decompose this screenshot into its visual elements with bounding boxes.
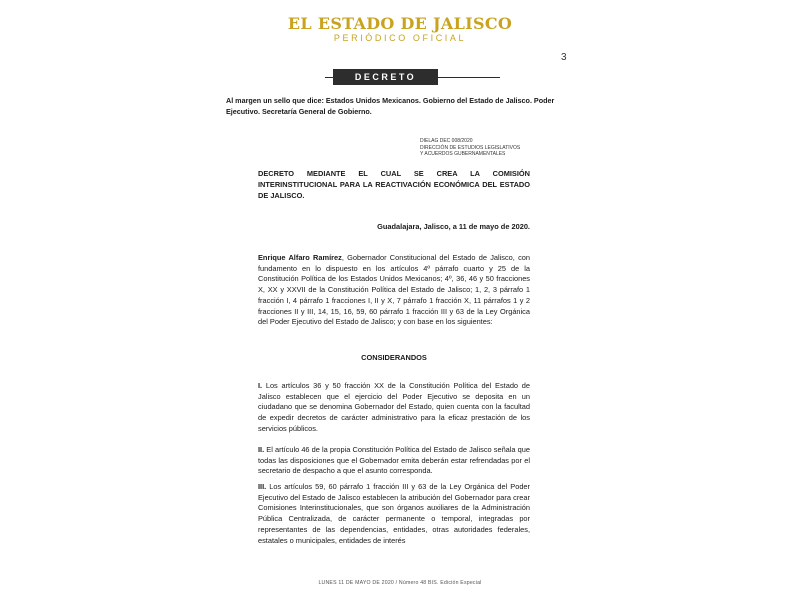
considerando-paragraph xyxy=(258,381,530,435)
newspaper-masthead-subtitle: PERIÓDICO OFICIAL xyxy=(333,33,467,43)
considerando-paragraph xyxy=(258,445,530,477)
newspaper-masthead-title: EL ESTADO DE JALISCO xyxy=(287,14,513,33)
page-number: 3 xyxy=(561,52,567,63)
considerando-text: Los artículos 59, 60 párrafo 1 fracción III y 63 de la Ley Orgánica del Poder Ejecutivo del Estado de Jalisco establecen la atribución del Gobernador para crear Comisiones Interinstitucionales, que son órganos auxiliares de la Administración Pública Centralizada, de carácter permanente o temporal, integradas por representantes de las dependencias, entidades, otras autoridades federales, estatales o municipales, entidades de interés xyxy=(258,482,530,545)
considerando-numeral: I. xyxy=(258,381,263,390)
considerando-text: El artículo 46 de la propia Constitución Política del Estado de Jalisco señala que todas las disposiciones que el Gobernador emita deberán estar refrendadas por el secretario de despacho a que el asunto corresponda. xyxy=(258,445,530,476)
place-and-date: Guadalajara, Jalisco, a 11 de mayo de 2020. xyxy=(377,222,530,231)
considerandos-heading: CONSIDERANDOS xyxy=(361,353,427,362)
department-reference-line: Y ACUERDOS GUBERNAMENTALES xyxy=(420,151,506,157)
department-reference-line: DIELAG DEC 008/2020 xyxy=(420,138,473,144)
department-reference-line: DIRECCIÓN DE ESTUDIOS LEGISLATIVOS xyxy=(420,144,521,151)
considerando-paragraph xyxy=(258,482,530,546)
decreto-banner: DECRETO xyxy=(333,69,438,85)
considerando-numeral: II. xyxy=(258,445,265,454)
decree-title: DECRETO MEDIANTE EL CUAL SE CREA LA COMISIÓN INTERINSTITUCIONAL PARA LA REACTIVACIÓN ECONÓMICA DEL ESTADO DE JALISCO. xyxy=(258,169,530,200)
considerando-numeral: III. xyxy=(258,482,267,491)
margin-seal-note: Al margen un sello que dice: Estados Unidos Mexicanos. Gobierno del Estado de Jalisco. Poder Ejecutivo. Secretaría General de Gobierno. xyxy=(226,96,555,116)
department-reference xyxy=(420,138,520,158)
intro-paragraph xyxy=(258,253,530,328)
governor-name: Enrique Alfaro Ramírez xyxy=(258,253,342,262)
considerando-text: Los artículos 36 y 50 fracción XX de la Constitución Política del Estado de Jalisco establecen que el ejercicio del Poder Ejecutivo se deposita en un ciudadano que se denomina Gobernador del Estado, quien cuenta con la facultad de expedir decretos de carácter administrativo para la eficaz prestación de los servicios públicos. xyxy=(258,381,530,433)
page-footer: LUNES 11 DE MAYO DE 2020 / Número 48 BIS. Edición Especial xyxy=(318,580,482,586)
intro-text: , Gobernador Constitucional del Estado de Jalisco, con fundamento en lo dispuesto en los artículos 4º párrafo cuarto y 25 de la Constitución Política de los Estados Unidos Mexicanos; 4º, 36, 46 y 50 fracciones X, XX y XXVII de la Constitución Política del Estado de Jalisco; 1, 2, 3 párrafo 1 fracción I, 4 párrafo 1 fracciones I, II y X, 7 párrafo 1 fracción X, 11 párrafos 1 y 2 fracciones II y III, 14, 15, 16, 59, 60 párrafo 1 fracción III y 63 de la Ley Orgánica del Poder Ejecutivo del Estado de Jalisco; y con base en los siguientes: xyxy=(258,253,530,327)
